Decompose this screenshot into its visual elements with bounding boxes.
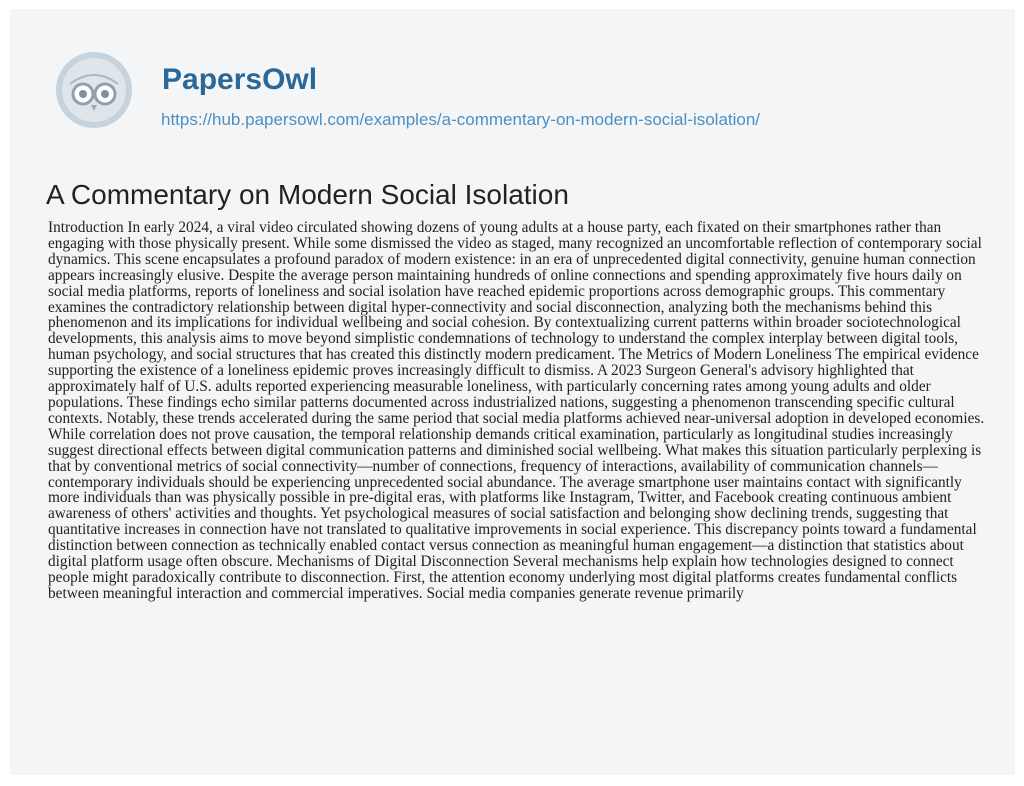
site-header (46, 47, 986, 159)
owl-logo-icon (52, 48, 136, 132)
page-title: A Commentary on Modern Social Isolation (46, 179, 569, 210)
source-url-link[interactable]: https://hub.papersowl.com/examples/a-commentary-on-modern-social-isolation/ (161, 110, 761, 129)
brand-name: PapersOwl (162, 63, 318, 96)
article-body: Introduction In early 2024, a viral video circulated showing dozens of young adults at a house party, each fixated on their smartphones rather than engaging with those physically present. While some dismissed the video as staged, many recognized an uncomfortable reflection of contemporary social dynamics. This scene encapsulates a profound paradox of modern existence: in an era of unprecedented digital connectivity, genuine human connection appears increasingly elusive. Despite the average person maintaining hundreds of online connections and spending approximately five hours daily on social media platforms, reports of loneliness and social isolation have reached epidemic proportions across demographic groups. This commentary examines the contradictory relationship between digital hyper-connectivity and social disconnection, analyzing both the mechanisms behind this phenomenon and its implications for individual wellbeing and social cohesion. By contextualizing current patterns within broader sociotechnological developments, this analysis aims to move beyond simplistic condemnations of technology to understand the complex interplay between digital tools, human psychology, and social structures that has created this distinctly modern predicament. The Metrics of Modern Loneliness The empirical evidence supporting the existence of a loneliness epidemic proves increasingly difficult to dismiss. A 2023 Surgeon General's advisory highlighted that approximately half of U.S. adults reported experiencing measurable loneliness, with particularly concerning rates among young adults and older populations. These findings echo similar patterns documented across industrialized nations, suggesting a phenomenon transcending specific cultural contexts. Notably, these trends accelerated during the same period that social media platforms achieved near-universal adoption in developed economies. While correlation does not prove causation, the temporal relationship demands critical examination, particularly as longitudinal studies increasingly suggest directional effects between digital communication patterns and diminished social wellbeing. What makes this situation particularly perplexing is that by conventional metrics of social connectivity—number of connections, frequency of interactions, availability of communication channels—contemporary individuals should be experiencing unprecedented social abundance. The average smartphone user maintains contact with significantly more individuals than was physically possible in pre-digital eras, with platforms like Instagram, Twitter, and Facebook creating continuous ambient awareness of others' activities and thoughts. Yet psychological measures of social satisfaction and belonging show declining trends, suggesting that quantitative increases in connection have not translated to qualitative improvements in social experience. This discrepancy points toward a fundamental distinction between connection as technically enabled contact versus connection as meaningful human engagement—a distinction that statistics about digital platform usage often obscure. Mechanisms of Digital Disconnection Several mechanisms help explain how technologies designed to connect people might paradoxically contribute to disconnection. First, the attention economy underlying most digital platforms creates fundamental conflicts between meaningful interaction and commercial imperatives. Social media companies generate revenue primarily (48, 219, 985, 602)
document-page (10, 9, 1015, 775)
